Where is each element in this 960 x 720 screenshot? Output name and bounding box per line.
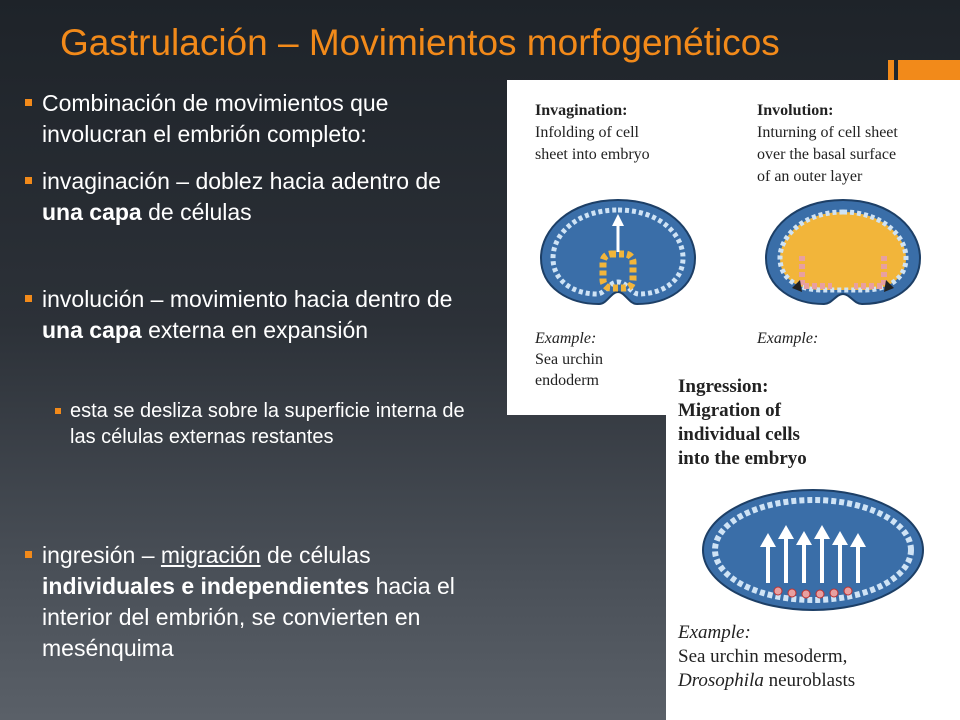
ingression-example-2 [678,669,855,693]
italic-text: Drosophila [678,670,764,691]
bullet-ingression [22,540,482,664]
involution-embryo-diagram [762,196,924,308]
sub-bullet-text: esta se desliza sobre la superficie interna de las células externas restantes [70,400,465,448]
involution-desc-1: Inturning of cell sheet [757,124,898,141]
bullet-invagination [22,166,482,228]
involution-example-label: Example: [757,330,819,347]
ingression-example-label: Example: [678,622,751,643]
invagination-embryo-diagram [537,196,699,308]
accent-bar-vertical [888,60,894,82]
ingression-example-1: Sea urchin mesoderm, [678,646,848,667]
bullet-text: ingresión – [42,542,161,568]
involution-desc-2: over the basal surface [757,146,897,163]
bullet-text: de células [260,542,371,568]
bold-text: una capa [42,317,142,343]
bold-text: individuales e independientes [42,573,370,599]
accent-bar-horizontal [898,60,960,80]
bullet-involution [22,284,462,346]
example-text: neuroblasts [763,670,856,691]
bullet-text: externa en expansión [141,317,369,343]
bullet-combination [22,88,482,150]
ingression-embryo-diagram [698,485,928,615]
bullet-text: involución – movimiento hacia dentro de [42,286,453,312]
sub-bullet-slide [52,398,490,450]
underlined-text: migración [160,542,261,568]
invagination-example-2: endoderm [535,372,599,389]
invagination-heading: Invagination: [535,102,628,119]
ingression-desc-2: individual cells [678,424,800,445]
invagination-example-1: Sea urchin [535,351,603,368]
bullet-text: invaginación – doblez hacia adentro de [42,168,441,194]
ingression-desc-3: into the embryo [678,448,807,469]
figure-ingression [666,367,960,720]
invagination-desc-1: Infolding of cell [535,124,639,141]
invagination-example-label: Example: [535,330,597,347]
involution-heading: Involution: [757,102,834,119]
invagination-desc-2: sheet into embryo [535,146,650,163]
bullet-text: hacia el interior del embrión, se convierten en mesénquima [42,573,455,661]
bold-text: una capa [42,199,142,225]
bullet-text: de células [141,199,252,225]
slide-title: Gastrulación – Movimientos morfogenéticos [60,22,780,63]
ingression-heading: Ingression: [678,376,769,397]
bullet-text: Combinación de movimientos que involucran el embrión completo: [42,90,389,147]
ingression-desc-1: Migration of [678,400,781,421]
involution-desc-3: of an outer layer [757,168,863,185]
figure-invagination-involution [507,80,960,415]
